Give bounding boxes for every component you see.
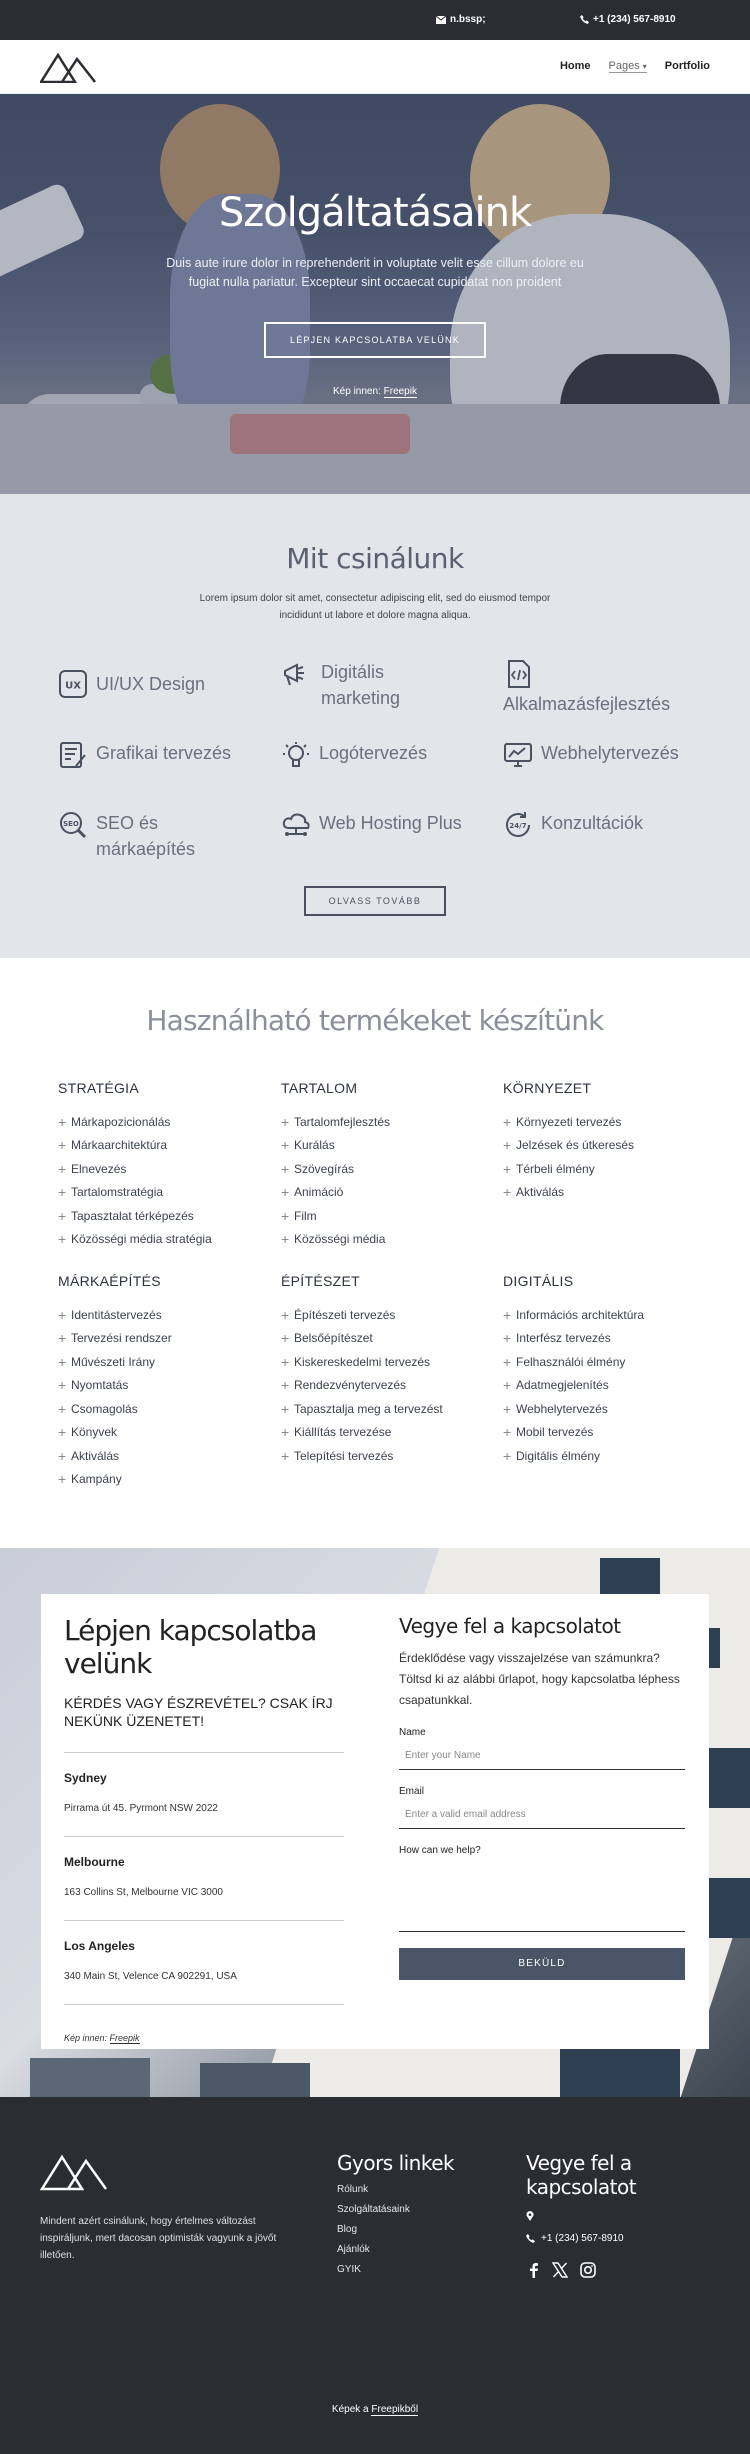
services-title: Mit csinálunk: [286, 542, 464, 575]
plus-icon: +: [281, 1207, 290, 1224]
name-label: Name: [399, 1727, 426, 1738]
plus-icon: +: [503, 1353, 512, 1370]
email-field[interactable]: Enter a valid email address: [399, 1801, 685, 1829]
plus-icon: +: [58, 1113, 67, 1130]
footer-credit-prefix: Képek a: [331, 2404, 372, 2415]
product-list-item: [503, 1327, 713, 1351]
footer-link[interactable]: Rólunk: [337, 2184, 369, 2195]
product-item-label: Interfész tervezés: [516, 1331, 611, 1346]
product-list-item: [503, 1110, 713, 1134]
contact-credit-prefix: Kép innen:: [64, 2033, 110, 2043]
facebook-icon[interactable]: [526, 2262, 540, 2278]
product-list-item: [281, 1228, 491, 1252]
nav-portfolio[interactable]: Portfolio: [664, 60, 710, 72]
plus-icon: +: [281, 1184, 290, 1201]
product-list-item: [58, 1181, 268, 1205]
location-address: Pirrama út 45. Pyrmont NSW 2022: [64, 1803, 218, 1814]
plus-icon: +: [503, 1306, 512, 1323]
product-item-label: Márkapozicionálás: [71, 1114, 171, 1129]
product-list-item: [503, 1374, 713, 1398]
plus-icon: +: [503, 1184, 512, 1201]
x-twitter-icon[interactable]: [552, 2262, 568, 2278]
plus-icon: +: [58, 1330, 67, 1347]
products-title: Használható termékeket készítünk: [146, 1004, 604, 1037]
contact-title: Lépjen kapcsolatba velünk: [64, 1614, 317, 1680]
service-item[interactable]: [503, 810, 713, 840]
phone-icon: [580, 15, 589, 24]
product-item-label: Közösségi média: [294, 1232, 386, 1247]
plus-icon: +: [58, 1160, 67, 1177]
product-item-label: Belsőépítészet: [294, 1331, 373, 1346]
product-list-item: [281, 1157, 491, 1181]
product-list-item: [281, 1350, 491, 1374]
footer-credit-link[interactable]: Freepikből: [371, 2404, 419, 2415]
code-file-icon: [503, 659, 533, 689]
product-list: [58, 1303, 268, 1491]
plus-icon: +: [503, 1137, 512, 1154]
service-item[interactable]: [503, 740, 713, 770]
svg-text:SEO: SEO: [63, 820, 79, 828]
seo-icon: [58, 810, 88, 840]
product-group: [503, 1080, 713, 1204]
product-item-label: Adatmegjelenítés: [516, 1378, 609, 1393]
product-list-item: [503, 1134, 713, 1158]
plus-icon: +: [281, 1160, 290, 1177]
product-group: [281, 1273, 491, 1468]
product-item-label: Szövegírás: [294, 1161, 355, 1176]
nav-home[interactable]: Home: [559, 60, 591, 72]
hero-subtitle: Duis aute irure dolor in reprehenderit in voluptate velit esse cillum dolore eu fugiat nulla pariatur. Excepteur sint occaecat cupidatat non proident: [166, 256, 584, 289]
top-bar: [0, 0, 750, 40]
plus-icon: +: [503, 1160, 512, 1177]
product-list-item: [503, 1421, 713, 1445]
product-item-label: Márkaarchitektúra: [71, 1138, 168, 1153]
nav-pages[interactable]: [609, 60, 647, 73]
plus-icon: +: [281, 1113, 290, 1130]
product-list-item: [503, 1181, 713, 1205]
form-title: Vegye fel a kapcsolatot: [399, 1614, 621, 1638]
quick-links: [337, 2151, 454, 2275]
footer-bottom-credit: [0, 2404, 750, 2415]
product-item-label: Nyomtatás: [71, 1378, 129, 1393]
plus-icon: +: [58, 1471, 67, 1488]
name-field[interactable]: Enter your Name: [399, 1742, 685, 1770]
product-item-label: Film: [294, 1208, 317, 1223]
product-item-label: Csomagolás: [71, 1401, 138, 1416]
plus-icon: +: [281, 1424, 290, 1441]
footer: [0, 2097, 750, 2454]
footer-phone[interactable]: [526, 2233, 706, 2244]
product-item-label: Tartalomfejlesztés: [294, 1114, 391, 1129]
footer-logo[interactable]: [40, 2151, 108, 2191]
product-list-item: [281, 1421, 491, 1445]
plus-icon: +: [281, 1353, 290, 1370]
contact-credit-link[interactable]: Freepik: [109, 2033, 140, 2043]
quick-links-title: Gyors linkek: [337, 2151, 455, 2175]
product-list-item: [503, 1157, 713, 1181]
plus-icon: +: [503, 1377, 512, 1394]
product-list-item: [58, 1397, 268, 1421]
location-block: [64, 1836, 344, 1898]
plus-icon: +: [58, 1353, 67, 1370]
product-list-item: [281, 1110, 491, 1134]
product-group-title: ÉPÍTÉSZET: [281, 1273, 360, 1289]
plus-icon: +: [503, 1330, 512, 1347]
product-list-item: [58, 1204, 268, 1228]
plus-icon: +: [58, 1306, 67, 1323]
email-label: Email: [399, 1786, 425, 1797]
hero-title: Szolgáltatásaink: [218, 190, 532, 236]
footer-link[interactable]: GYIK: [337, 2264, 361, 2275]
svg-text:24/7: 24/7: [509, 822, 527, 830]
megaphone-icon: [281, 659, 311, 689]
product-list-item: [58, 1303, 268, 1327]
hero-credit-link[interactable]: Freepik: [383, 386, 417, 397]
product-list-item: [58, 1421, 268, 1445]
product-item-label: Mobil tervezés: [516, 1425, 594, 1440]
product-item-label: Elnevezés: [71, 1161, 127, 1176]
location-address: 340 Main St, Velence CA 902291, USA: [64, 1971, 237, 1982]
plus-icon: +: [58, 1377, 67, 1394]
form-description: Érdeklődése vagy visszajelzése van számunkra? Töltsd ki az alábbi űrlapot, hogy kapcsolatba léphess csapatunkkal.: [399, 1651, 680, 1707]
product-list-item: [58, 1228, 268, 1252]
plus-icon: +: [58, 1231, 67, 1248]
product-item-label: Felhasználói élmény: [516, 1354, 626, 1369]
product-item-label: Tapasztalja meg a tervezést: [294, 1401, 443, 1416]
support-247-icon: [503, 810, 533, 840]
product-group-title: MÁRKAÉPÍTÉS: [58, 1273, 161, 1289]
service-item[interactable]: [281, 810, 501, 840]
footer-phone-text: +1 (234) 567-8910: [541, 2233, 624, 2244]
service-label: Alkalmazásfejlesztés: [503, 694, 671, 714]
product-group-title: TARTALOM: [281, 1080, 358, 1096]
hero-contact-button[interactable]: LÉPJEN KAPCSOLATBA VELÜNK: [264, 322, 486, 358]
product-list-item: [503, 1444, 713, 1468]
product-list-item: [281, 1327, 491, 1351]
topbar-phone-text: +1 (234) 567-8910: [593, 14, 676, 25]
service-item[interactable]: [503, 659, 703, 717]
location-city: Sydney: [64, 1771, 107, 1785]
contact-question: KÉRDÉS VAGY ÉSZREVÉTEL? CSAK ÍRJ NEKÜNK ÜZENETET!: [64, 1695, 333, 1729]
product-list: [281, 1303, 491, 1468]
services-intro: Lorem ipsum dolor sit amet, consectetur adipiscing elit, sed do eiusmod tempor incididunt ut labore et dolore magna aliqua.: [199, 593, 551, 621]
message-field[interactable]: [399, 1860, 685, 1932]
service-label: Webhelytervezés: [541, 743, 679, 763]
plus-icon: +: [58, 1207, 67, 1224]
product-list-item: [58, 1468, 268, 1492]
product-list: [58, 1110, 268, 1251]
location-address: 163 Collins St, Melbourne VIC 3000: [64, 1887, 223, 1898]
footer-location: [526, 2211, 706, 2221]
product-item-label: Térbeli élmény: [516, 1161, 595, 1176]
monitor-chart-icon: [503, 740, 533, 770]
product-item-label: Építészeti tervezés: [294, 1307, 396, 1322]
nav-menu: [560, 60, 710, 73]
ux-icon: [58, 669, 88, 699]
cloud-network-icon: [281, 810, 311, 840]
lightbulb-icon: [281, 740, 311, 770]
topbar-email[interactable]: [436, 14, 486, 25]
product-list-item: [281, 1204, 491, 1228]
plus-icon: +: [58, 1424, 67, 1441]
product-list-item: [58, 1134, 268, 1158]
plus-icon: +: [503, 1113, 512, 1130]
topbar-phone[interactable]: [580, 14, 676, 25]
product-list-item: [281, 1303, 491, 1327]
product-list-item: [58, 1157, 268, 1181]
service-item[interactable]: [58, 669, 268, 699]
service-label: Konzultációk: [541, 813, 644, 833]
product-list-item: [58, 1327, 268, 1351]
location-block: [64, 1752, 344, 1814]
footer-link[interactable]: Blog: [337, 2224, 358, 2235]
quick-links-list: [337, 2184, 454, 2275]
product-group-title: KÖRNYEZET: [503, 1080, 592, 1096]
product-group: [503, 1273, 713, 1468]
product-item-label: Kiállítás tervezése: [294, 1425, 392, 1440]
footer-link[interactable]: Ajánlók: [337, 2244, 370, 2255]
contact-section: [0, 1548, 750, 2097]
plus-icon: +: [503, 1400, 512, 1417]
topbar-email-text: n.bssp;: [450, 14, 486, 25]
product-item-label: Tervezési rendszer: [71, 1331, 172, 1346]
contact-info: [64, 1614, 344, 2043]
hero-section: [0, 94, 750, 494]
product-list-item: [58, 1374, 268, 1398]
svg-text:UX: UX: [65, 680, 81, 692]
nav-pages-label: Pages: [608, 60, 640, 72]
location-block: [64, 1920, 344, 1982]
read-more-button[interactable]: OLVASS TOVÁBB: [304, 886, 446, 916]
footer-contact-title: Vegye fel a kapcsolatot: [526, 2151, 637, 2199]
footer-contact: [526, 2151, 706, 2278]
product-item-label: Kiskereskedelmi tervezés: [294, 1354, 431, 1369]
mail-icon: [436, 16, 446, 24]
product-list-item: [503, 1303, 713, 1327]
product-item-label: Jelzések és útkeresés: [516, 1138, 635, 1153]
plus-icon: +: [281, 1231, 290, 1248]
product-list-item: [503, 1350, 713, 1374]
service-label: Grafikai tervezés: [96, 743, 232, 763]
product-group-title: STRATÉGIA: [58, 1080, 140, 1096]
products-section: [0, 958, 750, 1548]
services-section: [0, 494, 750, 958]
product-list-item: [281, 1134, 491, 1158]
plus-icon: +: [281, 1377, 290, 1394]
plus-icon: +: [281, 1330, 290, 1347]
location-pin-icon: [526, 2211, 534, 2221]
product-group: [58, 1273, 268, 1491]
contact-card: [41, 1594, 709, 2049]
product-item-label: Digitális élmény: [516, 1448, 601, 1463]
product-group-title: DIGITÁLIS: [503, 1273, 574, 1289]
product-list-item: [58, 1444, 268, 1468]
product-item-label: Aktiválás: [71, 1448, 120, 1463]
product-item-label: Tartalomstratégia: [71, 1185, 164, 1200]
plus-icon: +: [281, 1447, 290, 1464]
plus-icon: +: [503, 1424, 512, 1441]
plus-icon: +: [58, 1447, 67, 1464]
service-item[interactable]: [58, 810, 218, 862]
service-item[interactable]: [281, 659, 441, 711]
product-item-label: Művészeti Irány: [71, 1354, 156, 1369]
hero-content: [0, 190, 750, 397]
service-label: SEO és márkaépítés: [96, 813, 196, 859]
plus-icon: +: [58, 1184, 67, 1201]
product-group: [58, 1080, 268, 1251]
site-logo[interactable]: [40, 51, 96, 83]
location-city: Los Angeles: [64, 1939, 135, 1953]
contact-form: [399, 1614, 685, 1980]
product-list-item: [281, 1397, 491, 1421]
product-item-label: Telepítési tervezés: [294, 1448, 394, 1463]
product-item-label: Aktiválás: [516, 1185, 565, 1200]
instagram-icon[interactable]: [580, 2262, 596, 2278]
product-list-item: [503, 1397, 713, 1421]
plus-icon: +: [281, 1400, 290, 1417]
main-nav: [0, 40, 750, 94]
service-item[interactable]: [281, 740, 491, 770]
contact-credit: [64, 2004, 344, 2043]
product-list-item: [58, 1110, 268, 1134]
message-label: How can we help?: [399, 1845, 481, 1856]
location-city: Melbourne: [64, 1855, 125, 1869]
product-item-label: Közösségi média stratégia: [71, 1232, 212, 1247]
product-list: [503, 1110, 713, 1204]
design-doc-icon: [58, 740, 88, 770]
service-item[interactable]: [58, 740, 268, 770]
product-item-label: Információs architektúra: [516, 1307, 645, 1322]
plus-icon: +: [281, 1137, 290, 1154]
plus-icon: +: [58, 1400, 67, 1417]
footer-link[interactable]: Szolgáltatásaink: [337, 2204, 410, 2215]
service-label: Web Hosting Plus: [319, 813, 462, 833]
product-group: [281, 1080, 491, 1251]
submit-button[interactable]: BEKÜLD: [399, 1948, 685, 1980]
plus-icon: +: [503, 1447, 512, 1464]
product-item-label: Tapasztalat térképezés: [71, 1208, 194, 1223]
service-label: Digitális marketing: [321, 662, 401, 708]
product-list-item: [281, 1444, 491, 1468]
product-list: [281, 1110, 491, 1251]
product-item-label: Webhelytervezés: [516, 1401, 608, 1416]
hero-credit-prefix: Kép innen:: [333, 386, 384, 397]
product-item-label: Kampány: [71, 1472, 122, 1487]
footer-description: Mindent azért csinálunk, hogy értelmes változást inspiráljunk, mert dacosan optimisták vagyunk a jövőt illetően.: [40, 2216, 277, 2261]
chevron-down-icon: ▾: [642, 62, 647, 71]
product-list-item: [281, 1181, 491, 1205]
product-item-label: Identitástervezés: [71, 1307, 162, 1322]
plus-icon: +: [281, 1306, 290, 1323]
plus-icon: +: [58, 1137, 67, 1154]
phone-icon: [526, 2234, 535, 2243]
product-list-item: [58, 1350, 268, 1374]
product-item-label: Környezeti tervezés: [516, 1114, 622, 1129]
service-label: Logótervezés: [319, 743, 428, 763]
product-item-label: Kurálás: [294, 1138, 335, 1153]
service-label: UI/UX Design: [96, 674, 206, 694]
product-list-item: [281, 1374, 491, 1398]
hero-credit: [0, 386, 750, 397]
product-item-label: Rendezvénytervezés: [294, 1378, 407, 1393]
product-item-label: Könyvek: [71, 1425, 118, 1440]
product-list: [503, 1303, 713, 1468]
product-item-label: Animáció: [294, 1185, 344, 1200]
social-links: [526, 2262, 706, 2278]
